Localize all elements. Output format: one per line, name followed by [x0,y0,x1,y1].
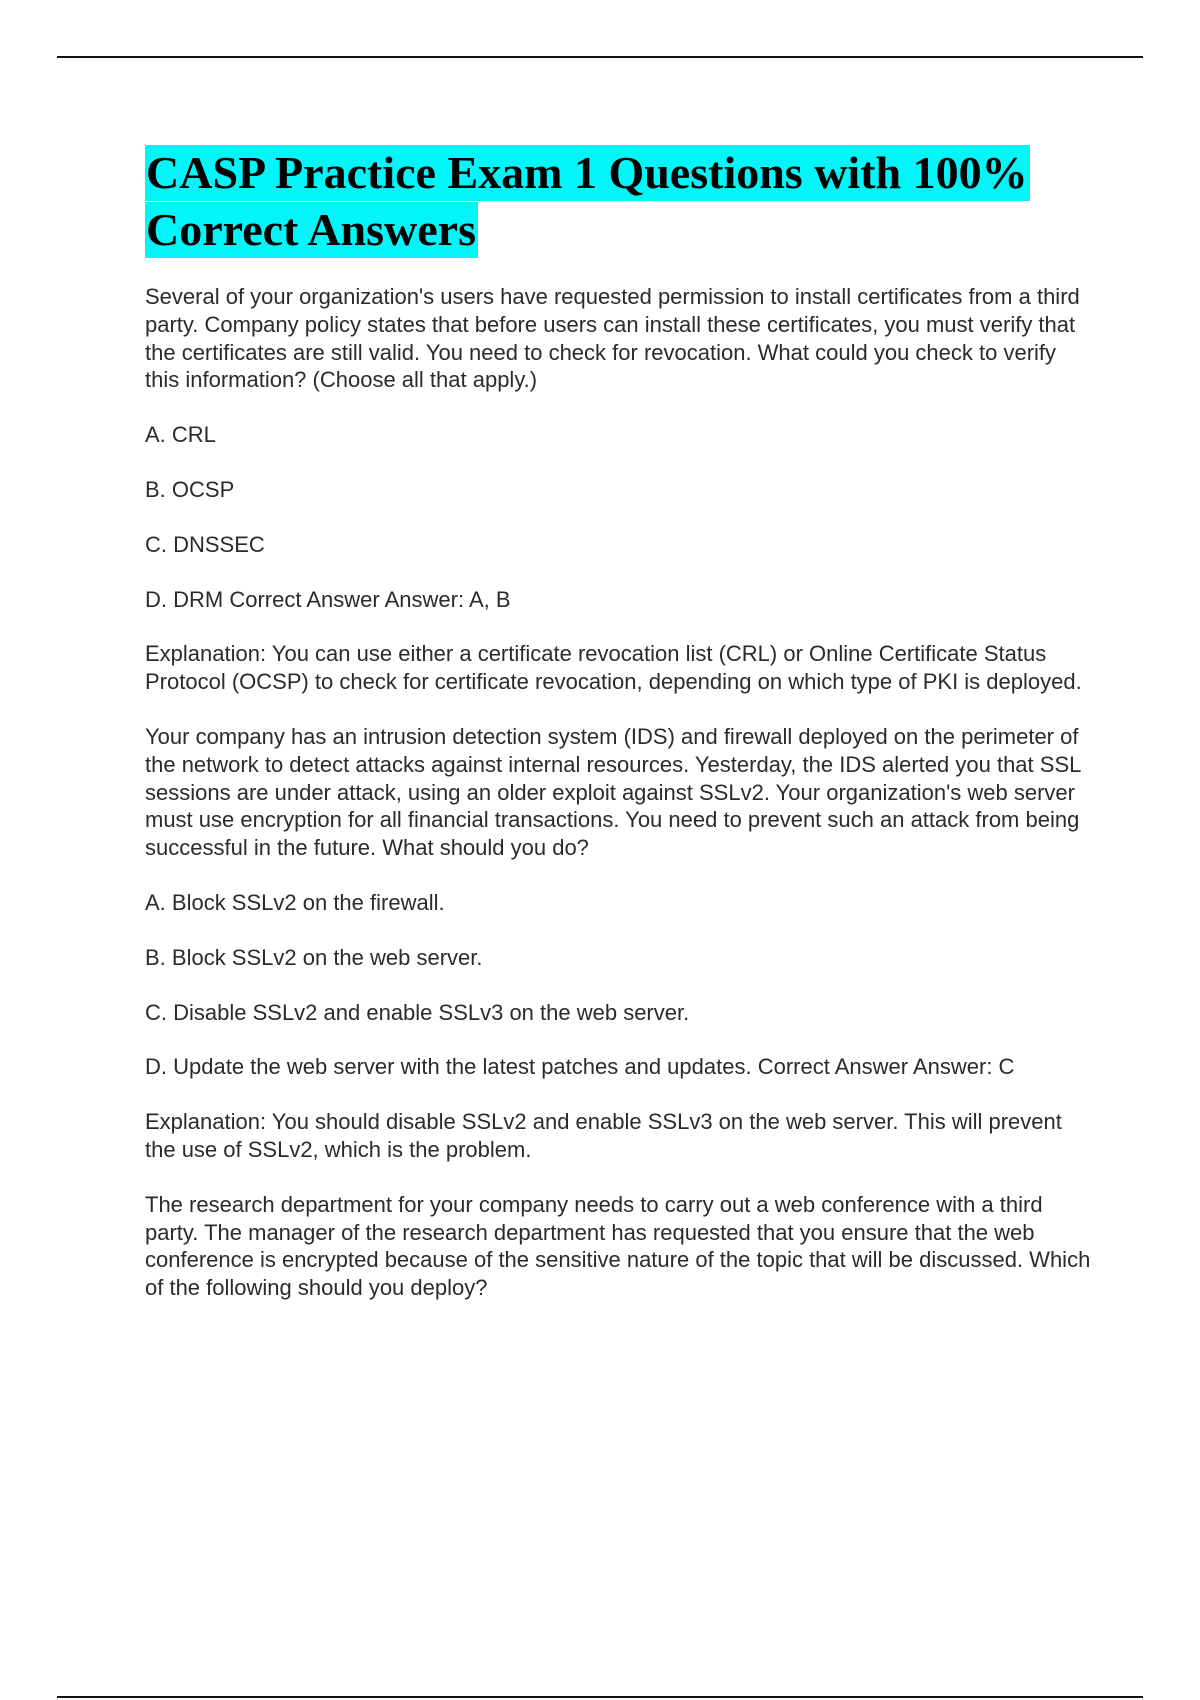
q1-question: Several of your organization's users have requested permission to install certificates from a third party. Company policy states that before users can install these certificates, you must verify that the certificates are still valid. You need to check for revocation. What could you check to verify this information? (Choose all that apply.) [145,284,1080,393]
title-highlight: CASP Practice Exam 1 Questions with 100% Correct Answers [145,145,1030,258]
q1-option-c: C. DNSSEC [145,531,265,557]
q2-option-b: B. Block SSLv2 on the web server. [145,944,483,970]
document-body [145,283,1095,1329]
q1-option-a: A. CRL [145,422,216,448]
page-title [145,144,1105,258]
q2-option-c: C. Disable SSLv2 and enable SSLv3 on the web server. [145,999,690,1025]
q1-option-b: B. OCSP [145,476,235,502]
footer-rule [57,1696,1143,1698]
q3-question: The research department for your company needs to carry out a web conference with a third party. The manager of the research department has requested that you ensure that the web conference is encrypted because of the sensitive nature of the topic that will be discussed. Which of the following should you deploy? [145,1191,1091,1301]
header-rule [57,56,1143,58]
q2-explanation: Explanation: You should disable SSLv2 and enable SSLv3 on the web server. This will prevent the use of SSLv2, which is the problem. [145,1109,1062,1162]
q2-option-d-answer: D. Update the web server with the latest patches and updates. Correct Answer Answer: C [145,1054,1015,1080]
q2-question: Your company has an intrusion detection system (IDS) and firewall deployed on the perimeter of the network to detect attacks against internal resources. Yesterday, the IDS alerted you that SSL sessions are under attack, using an older exploit against SSLv2. Your organization's web server must use encryption for all financial transactions. You need to prevent such an attack from being successful in the future. What should you do? [145,723,1081,861]
q1-option-d-answer: D. DRM Correct Answer Answer: A, B [145,586,511,612]
q1-explanation: Explanation: You can use either a certificate revocation list (CRL) or Online Certificate Status Protocol (OCSP) to check for certificate revocation, depending on which type of PKI is deployed. [145,641,1082,695]
q2-option-a: A. Block SSLv2 on the firewall. [145,889,445,915]
